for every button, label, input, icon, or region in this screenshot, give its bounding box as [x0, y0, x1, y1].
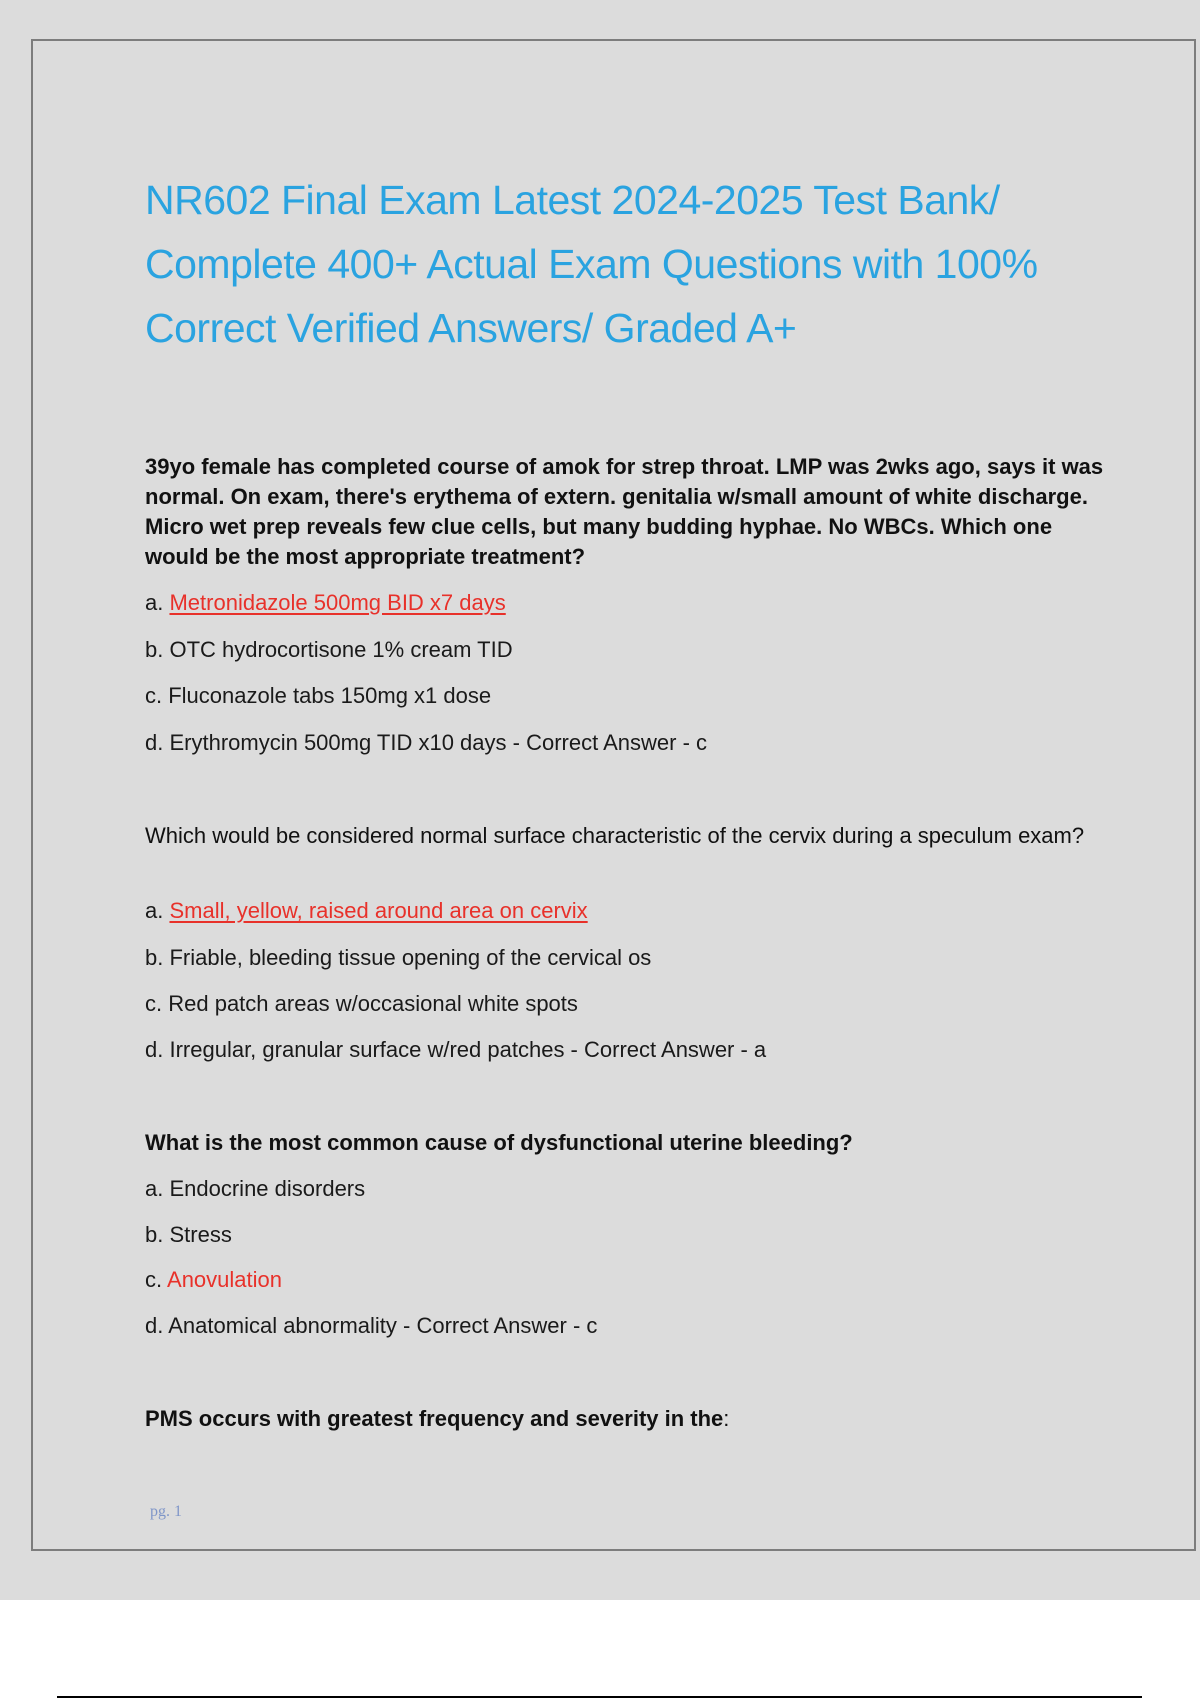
- question-4-text: PMS occurs with greatest frequency and severity in the:: [145, 1406, 730, 1431]
- question-3-option-c: c. Anovulation: [145, 1267, 282, 1292]
- highlighted-answer: Small, yellow, raised around area on cervix: [169, 898, 588, 923]
- question-1-option-c: c. Fluconazole tabs 150mg x1 dose: [145, 683, 492, 708]
- footer-divider: [57, 1696, 1142, 1698]
- question-2-option-c: c. Red patch areas w/occasional white spots: [145, 991, 578, 1016]
- question-2-option-b: b. Friable, bleeding tissue opening of the cervical os: [145, 945, 652, 970]
- question-3-option-b: b. Stress: [145, 1222, 232, 1247]
- question-3-text: What is the most common cause of dysfunctional uterine bleeding?: [145, 1130, 853, 1155]
- page-number: pg. 1: [150, 1503, 182, 1520]
- question-3-option-a: a. Endocrine disorders: [145, 1176, 366, 1201]
- highlighted-answer: Metronidazole 500mg BID x7 days: [169, 590, 506, 615]
- question-2-text: Which would be considered normal surface characteristic of the cervix during a speculum exam?: [145, 823, 1085, 848]
- question-1-text: 39yo female has completed course of amok for strep throat. LMP was 2wks ago, says it was normal. On exam, there's erythema of extern. genitalia w/small amount of white discharge. Micro wet prep reveals few clue cells, but many budding hyphae. No WBCs. Which one would be the most appropriate treatment?: [145, 454, 1104, 569]
- question-1-option-a: a. Metronidazole 500mg BID x7 days: [145, 590, 506, 615]
- question-1-option-b: b. OTC hydrocortisone 1% cream TID: [145, 637, 513, 662]
- highlighted-answer: Anovulation: [167, 1267, 282, 1292]
- question-2-option-d: d. Irregular, granular surface w/red patches - Correct Answer - a: [145, 1037, 767, 1062]
- question-1-option-d: d. Erythromycin 500mg TID x10 days - Correct Answer - c: [145, 730, 708, 755]
- document-title: NR602 Final Exam Latest 2024-2025 Test Bank/ Complete 400+ Actual Exam Questions with 100% Correct Verified Answers/ Graded A+: [145, 177, 1038, 351]
- question-3-option-d: d. Anatomical abnormality - Correct Answer - c: [145, 1313, 598, 1338]
- question-2-option-a: a. Small, yellow, raised around area on cervix: [145, 898, 588, 923]
